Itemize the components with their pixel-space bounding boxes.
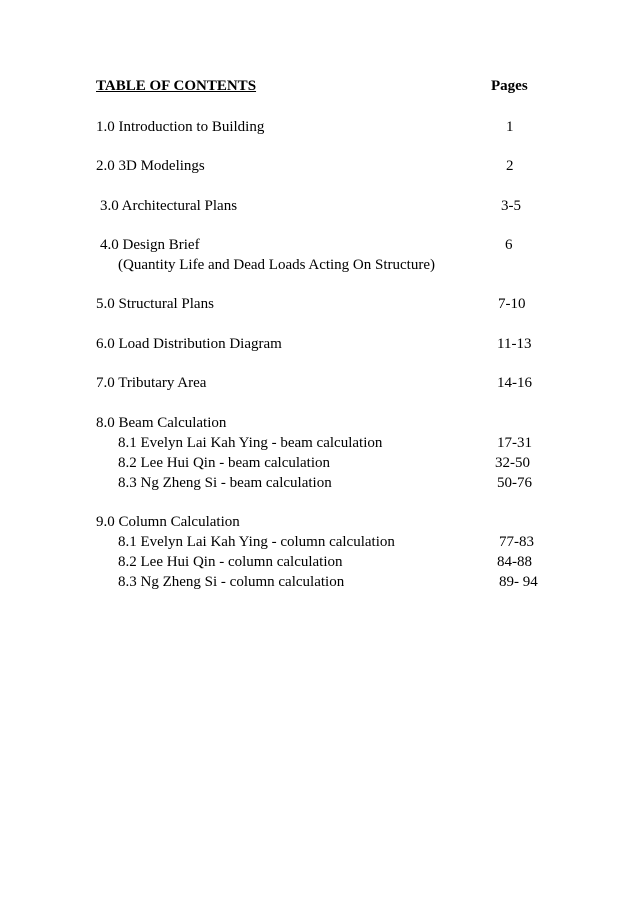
toc-entry-label: 8.3 Ng Zheng Si - column calculation — [118, 574, 345, 590]
toc-entry-page: 89- 94 — [499, 574, 538, 590]
toc-entry-page: 2 — [506, 158, 514, 174]
pages-column-header: Pages — [491, 78, 528, 94]
toc-entry-label: 8.2 Lee Hui Qin - beam calculation — [118, 455, 331, 471]
toc-entry-page: 50-76 — [497, 475, 532, 491]
toc-entry-page: 3-5 — [501, 198, 521, 214]
toc-entry-page: 77-83 — [499, 534, 534, 550]
toc-entry-page: 11-13 — [497, 336, 532, 352]
toc-entry-page: 32-50 — [495, 455, 530, 471]
toc-entry-page: 1 — [506, 119, 514, 135]
toc-entry-label: 4.0 Design Brief — [100, 237, 200, 253]
toc-entry-label: 6.0 Load Distribution Diagram — [96, 336, 282, 352]
toc-title: TABLE OF CONTENTS — [96, 78, 257, 94]
toc-entry-page: 14-16 — [497, 375, 532, 391]
toc-entry-label: 8.1 Evelyn Lai Kah Ying - column calculation — [118, 534, 395, 550]
toc-entry-label: 5.0 Structural Plans — [96, 296, 214, 312]
toc-entry-label: 8.3 Ng Zheng Si - beam calculation — [118, 475, 332, 491]
toc-entry-label: 8.1 Evelyn Lai Kah Ying - beam calculation — [118, 435, 383, 451]
toc-entry-label: 3.0 Architectural Plans — [100, 198, 238, 214]
toc-entry-page: 7-10 — [498, 296, 526, 312]
toc-entry-page: 17-31 — [497, 435, 532, 451]
toc-entry-label: 2.0 3D Modelings — [96, 158, 205, 174]
toc-entry-page: 84-88 — [497, 554, 532, 570]
toc-entry-label: 8.2 Lee Hui Qin - column calculation — [118, 554, 343, 570]
toc-entry-label: 7.0 Tributary Area — [96, 375, 207, 391]
toc-entry-page: 6 — [505, 237, 513, 253]
toc-entry-label: 1.0 Introduction to Building — [96, 119, 265, 135]
toc-entry-label: 9.0 Column Calculation — [96, 514, 240, 530]
toc-entry-label: (Quantity Life and Dead Loads Acting On Structure) — [118, 257, 435, 273]
toc-entry-label: 8.0 Beam Calculation — [96, 415, 227, 431]
